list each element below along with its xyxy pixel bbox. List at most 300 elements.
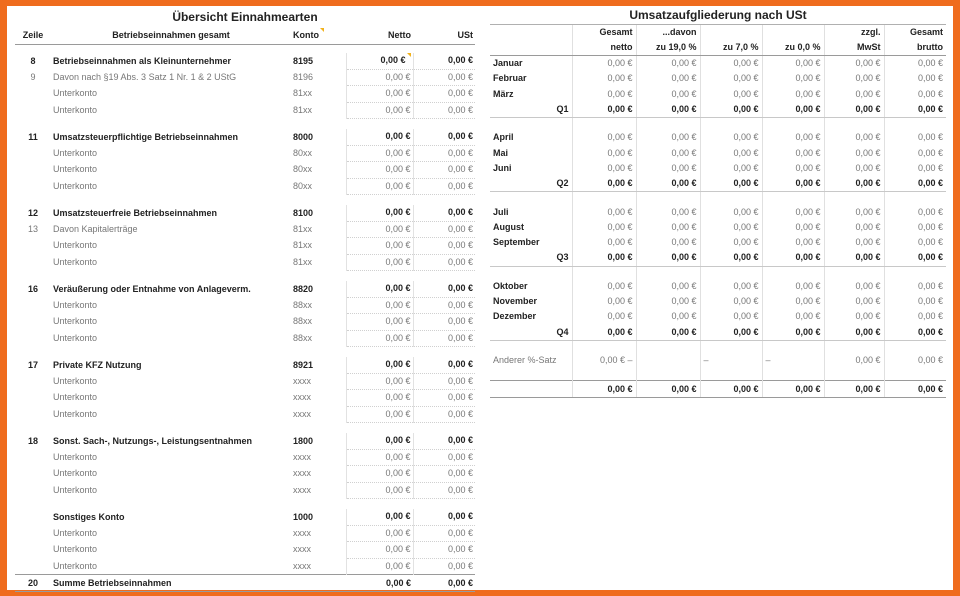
amount-cell[interactable]: 0,00 € <box>700 176 762 192</box>
row-konto[interactable]: 88xx <box>293 299 313 310</box>
month-row <box>490 235 946 250</box>
row-konto[interactable]: 8195 <box>293 55 314 66</box>
amount-cell[interactable]: 0,00 € <box>572 220 636 235</box>
dash-cell[interactable]: – <box>700 353 762 368</box>
row-label[interactable]: Unterkonto <box>53 299 98 310</box>
row-zeile[interactable] <box>15 145 51 162</box>
amount-cell[interactable]: 0,00 € <box>636 250 700 266</box>
row-label[interactable]: Davon nach §19 Abs. 3 Satz 1 Nr. 1 & 2 UStG <box>53 71 237 82</box>
row-label[interactable]: Unterkonto <box>53 256 98 267</box>
amount-cell[interactable]: 0,00 € <box>762 71 824 86</box>
row-konto[interactable]: 80xx <box>293 147 313 158</box>
amount-cell[interactable]: 0,00 € <box>700 145 762 160</box>
row-ust[interactable]: 0,00 € <box>413 542 475 559</box>
row-zeile[interactable] <box>15 525 51 542</box>
row-netto[interactable]: 0,00 € <box>346 509 413 525</box>
row-zeile[interactable] <box>15 449 51 466</box>
row-ust[interactable]: 0,00 € <box>413 314 475 331</box>
row-label[interactable]: Unterkonto <box>53 180 98 191</box>
row-zeile[interactable] <box>15 558 51 575</box>
amount-cell[interactable]: 0,00 € <box>700 56 762 72</box>
dash-cell[interactable]: – <box>762 353 824 368</box>
total-amount-cell[interactable]: 0,00 € <box>636 381 700 398</box>
row-zeile[interactable]: 16 <box>27 283 38 294</box>
row-konto[interactable]: 80xx <box>293 180 313 191</box>
row-netto[interactable]: 0,00 € <box>346 433 413 449</box>
row-ust[interactable]: 0,00 € <box>413 205 475 221</box>
row-netto[interactable]: 0,00 € <box>346 406 413 423</box>
amount-cell[interactable]: 0,00 € – <box>572 353 636 368</box>
amount-cell[interactable]: 0,00 € <box>824 250 884 266</box>
row-netto[interactable]: 0,00 € <box>346 102 413 119</box>
row-konto[interactable]: 8921 <box>293 359 314 370</box>
row-konto[interactable]: xxxx <box>293 544 311 555</box>
vat-header-cell: zu 0,0 % <box>762 40 824 56</box>
row-konto[interactable]: xxxx <box>293 484 311 495</box>
row-konto[interactable]: 8196 <box>293 71 314 82</box>
row-ust[interactable]: 0,00 € <box>413 373 475 390</box>
row-zeile[interactable] <box>15 254 51 271</box>
amount-cell[interactable]: 0,00 € <box>636 145 700 160</box>
row-konto[interactable]: 88xx <box>293 332 313 343</box>
amount-cell[interactable]: 0,00 € <box>572 235 636 250</box>
amount-cell[interactable]: 0,00 € <box>700 309 762 324</box>
amount-cell[interactable]: 0,00 € <box>884 294 946 309</box>
row-konto[interactable]: 88xx <box>293 316 313 327</box>
account-row <box>15 281 475 297</box>
month-label[interactable]: Juni <box>493 162 512 173</box>
amount-cell[interactable]: 0,00 € <box>762 235 824 250</box>
row-netto[interactable]: 0,00 € <box>346 525 413 542</box>
row-ust[interactable]: 0,00 € <box>413 433 475 449</box>
row-netto[interactable]: 0,00 € <box>346 330 413 347</box>
amount-cell[interactable]: 0,00 € <box>700 204 762 219</box>
row-ust[interactable]: 0,00 € <box>413 178 475 195</box>
month-label[interactable]: März <box>493 88 514 99</box>
amount-cell[interactable]: 0,00 € <box>762 130 824 145</box>
month-label[interactable]: November <box>493 296 538 306</box>
row-konto[interactable]: xxxx <box>293 408 311 419</box>
amount-cell[interactable]: 0,00 € <box>572 176 636 192</box>
row-netto[interactable]: 0,00 € <box>346 53 413 69</box>
amount-cell[interactable]: 0,00 € <box>824 235 884 250</box>
row-label[interactable]: Unterkonto <box>53 332 98 343</box>
row-zeile[interactable] <box>15 542 51 559</box>
row-zeile[interactable] <box>15 314 51 331</box>
row-netto[interactable]: 0,00 € <box>346 466 413 483</box>
amount-cell[interactable]: 0,00 € <box>636 87 700 102</box>
amount-cell[interactable]: 0,00 € <box>762 56 824 72</box>
row-netto[interactable]: 0,00 € <box>346 449 413 466</box>
row-label[interactable]: Sonst. Sach-, Nutzungs-, Leistungsentnahmen <box>53 435 253 446</box>
subaccount-row <box>15 221 475 238</box>
row-zeile[interactable] <box>15 238 51 255</box>
row-netto[interactable]: 0,00 € <box>346 297 413 314</box>
amount-cell[interactable]: 0,00 € <box>572 145 636 160</box>
month-row <box>490 279 946 294</box>
amount-cell[interactable]: 0,00 € <box>824 279 884 294</box>
row-ust[interactable]: 0,00 € <box>413 145 475 162</box>
amount-cell[interactable]: 0,00 € <box>884 309 946 324</box>
row-netto[interactable]: 0,00 € <box>346 162 413 179</box>
row-zeile[interactable]: 11 <box>28 131 38 142</box>
amount-cell[interactable]: 0,00 € <box>884 235 946 250</box>
row-ust[interactable]: 0,00 € <box>413 466 475 483</box>
row-netto[interactable]: 0,00 € <box>346 482 413 499</box>
amount-cell[interactable]: 0,00 € <box>824 71 884 86</box>
row-zeile[interactable] <box>15 178 51 195</box>
row-label[interactable]: Unterkonto <box>53 392 98 403</box>
row-zeile[interactable]: 18 <box>27 435 38 446</box>
amount-cell[interactable]: 0,00 € <box>636 56 700 72</box>
amount-cell[interactable]: 0,00 € <box>636 309 700 324</box>
row-konto[interactable]: 81xx <box>293 104 313 115</box>
row-konto[interactable]: xxxx <box>293 392 311 403</box>
amount-cell[interactable]: 0,00 € <box>700 279 762 294</box>
row-konto[interactable]: 81xx <box>293 240 313 251</box>
row-ust[interactable]: 0,00 € <box>413 69 475 86</box>
amount-cell[interactable]: 0,00 € <box>824 294 884 309</box>
amount-cell[interactable]: 0,00 € <box>572 309 636 324</box>
amount-cell[interactable]: 0,00 € <box>762 220 824 235</box>
amount-cell[interactable]: 0,00 € <box>824 130 884 145</box>
amount-cell[interactable]: 0,00 € <box>824 87 884 102</box>
amount-cell[interactable]: 0,00 € <box>636 71 700 86</box>
row-ust[interactable]: 0,00 € <box>413 558 475 575</box>
amount-cell[interactable]: 0,00 € <box>762 309 824 324</box>
amount-cell[interactable]: 0,00 € <box>572 56 636 72</box>
amount-cell[interactable]: 0,00 € <box>636 176 700 192</box>
row-konto[interactable]: xxxx <box>293 375 311 386</box>
row-konto[interactable]: 1000 <box>293 511 314 522</box>
row-zeile[interactable]: 17 <box>27 359 38 370</box>
amount-cell[interactable]: 0,00 € <box>884 324 946 340</box>
comment-marker-icon[interactable] <box>320 28 324 32</box>
row-konto[interactable]: 8000 <box>293 131 314 142</box>
month-label[interactable]: Dezember <box>493 311 537 322</box>
amount-cell[interactable]: 0,00 € <box>700 220 762 235</box>
row-netto[interactable]: 0,00 € <box>346 558 413 575</box>
row-netto[interactable]: 0,00 € <box>346 145 413 162</box>
amount-cell[interactable]: 0,00 € <box>700 130 762 145</box>
amount-cell[interactable]: 0,00 € <box>762 87 824 102</box>
row-konto[interactable]: 81xx <box>293 88 313 99</box>
row-label[interactable]: Unterkonto <box>53 164 98 175</box>
vat-breakdown-table <box>490 24 946 398</box>
month-label[interactable]: September <box>493 237 540 248</box>
row-zeile[interactable] <box>15 162 51 179</box>
row-label[interactable]: Unterkonto <box>53 375 98 386</box>
amount-cell[interactable]: 0,00 € <box>884 250 946 266</box>
vat-breakdown <box>490 6 946 398</box>
amount-cell[interactable]: 0,00 € <box>572 250 636 266</box>
total-amount-cell[interactable]: 0,00 € <box>700 381 762 398</box>
month-row <box>490 309 946 324</box>
row-konto[interactable]: xxxx <box>293 527 311 538</box>
row-label[interactable]: Betriebseinnahmen als Kleinunternehmer <box>53 55 232 66</box>
total-amount-cell[interactable]: 0,00 € <box>762 381 824 398</box>
amount-cell[interactable]: 0,00 € <box>572 294 636 309</box>
row-zeile[interactable] <box>15 330 51 347</box>
row-label[interactable]: Unterkonto <box>53 408 98 419</box>
amount-cell[interactable]: 0,00 € <box>572 279 636 294</box>
month-label[interactable]: Februar <box>493 73 527 84</box>
amount-cell[interactable]: 0,00 € <box>762 294 824 309</box>
row-ust[interactable]: 0,00 € <box>413 330 475 347</box>
amount-cell[interactable]: 0,00 € <box>636 294 700 309</box>
empty-cell[interactable] <box>636 353 700 368</box>
header-bezeichnung: Betriebseinnahmen gesamt <box>51 26 291 45</box>
row-netto[interactable]: 0,00 € <box>346 238 413 255</box>
row-zeile[interactable] <box>15 466 51 483</box>
amount-cell[interactable]: 0,00 € <box>884 56 946 72</box>
row-konto[interactable]: 81xx <box>293 256 313 267</box>
quarter-label[interactable]: Q4 <box>490 324 572 340</box>
row-zeile[interactable] <box>15 373 51 390</box>
row-zeile[interactable] <box>15 102 51 119</box>
row-label[interactable]: Unterkonto <box>53 147 98 158</box>
row-label[interactable]: Unterkonto <box>53 560 98 571</box>
row-zeile[interactable]: 9 <box>30 71 36 82</box>
month-label[interactable]: Januar <box>493 58 523 69</box>
row-ust[interactable]: 0,00 € <box>413 281 475 297</box>
amount-cell[interactable]: 0,00 € <box>700 250 762 266</box>
vat-header-row <box>490 40 946 56</box>
amount-cell[interactable]: 0,00 € <box>636 235 700 250</box>
row-ust[interactable]: 0,00 € <box>413 221 475 238</box>
row-ust[interactable]: 0,00 € <box>413 406 475 423</box>
row-ust[interactable]: 0,00 € <box>413 102 475 119</box>
amount-cell[interactable]: 0,00 € <box>572 71 636 86</box>
amount-cell[interactable]: 0,00 € <box>824 145 884 160</box>
row-label[interactable]: Private KFZ Nutzung <box>53 359 142 370</box>
amount-cell[interactable]: 0,00 € <box>572 204 636 219</box>
amount-cell[interactable]: 0,00 € <box>636 130 700 145</box>
header-ust: USt <box>413 26 475 45</box>
amount-cell[interactable]: 0,00 € <box>884 145 946 160</box>
amount-cell[interactable]: 0,00 € <box>884 71 946 86</box>
amount-cell[interactable]: 0,00 € <box>700 87 762 102</box>
row-netto[interactable]: 0,00 € <box>346 390 413 407</box>
row-zeile[interactable]: 8 <box>30 55 36 66</box>
subaccount-row <box>15 390 475 407</box>
month-row <box>490 87 946 102</box>
row-label[interactable]: Unterkonto <box>53 240 98 251</box>
row-label[interactable]: Unterkonto <box>53 527 98 538</box>
row-label[interactable]: Umsatzsteuerpflichtige Betriebseinnahmen <box>53 131 239 142</box>
row-konto[interactable]: 80xx <box>293 164 313 175</box>
amount-cell[interactable]: 0,00 € <box>824 56 884 72</box>
amount-cell[interactable]: 0,00 € <box>884 279 946 294</box>
total-zeile[interactable]: 20 <box>15 575 51 592</box>
vat-header-cell: Gesamt <box>884 25 946 41</box>
row-konto[interactable]: 1800 <box>293 435 314 446</box>
account-row <box>15 433 475 449</box>
amount-cell[interactable]: 0,00 € <box>762 279 824 294</box>
row-label[interactable]: Unterkonto <box>53 88 98 99</box>
month-row <box>490 161 946 176</box>
row-ust[interactable]: 0,00 € <box>413 254 475 271</box>
amount-cell[interactable]: 0,00 € <box>700 294 762 309</box>
row-ust[interactable]: 0,00 € <box>413 357 475 373</box>
month-label[interactable]: April <box>493 132 514 143</box>
subaccount-row <box>15 330 475 347</box>
row-ust[interactable]: 0,00 € <box>413 86 475 103</box>
amount-cell[interactable]: 0,00 € <box>824 353 884 368</box>
row-ust[interactable]: 0,00 € <box>413 129 475 145</box>
row-label[interactable]: Unterkonto <box>53 484 98 495</box>
amount-cell[interactable]: 0,00 € <box>824 309 884 324</box>
row-konto[interactable]: 8820 <box>293 283 314 294</box>
other-rate-label[interactable]: Anderer %-Satz <box>493 354 557 365</box>
row-label[interactable]: Unterkonto <box>53 104 98 115</box>
amount-cell[interactable]: 0,00 € <box>762 204 824 219</box>
amount-cell[interactable]: 0,00 € <box>636 102 700 118</box>
row-zeile[interactable] <box>15 482 51 499</box>
amount-cell[interactable]: 0,00 € <box>884 176 946 192</box>
row-ust[interactable]: 0,00 € <box>413 53 475 69</box>
row-zeile[interactable] <box>15 390 51 407</box>
amount-cell[interactable]: 0,00 € <box>762 250 824 266</box>
amount-cell[interactable]: 0,00 € <box>572 87 636 102</box>
total-amount-cell[interactable]: 0,00 € <box>572 381 636 398</box>
row-zeile[interactable]: 13 <box>27 223 38 234</box>
row-ust[interactable]: 0,00 € <box>413 238 475 255</box>
subaccount-row <box>15 69 475 86</box>
amount-cell[interactable]: 0,00 € <box>884 130 946 145</box>
amount-cell[interactable]: 0,00 € <box>824 204 884 219</box>
amount-cell[interactable]: 0,00 € <box>762 324 824 340</box>
amount-cell[interactable]: 0,00 € <box>824 161 884 176</box>
amount-cell[interactable]: 0,00 € <box>572 130 636 145</box>
amount-cell[interactable]: 0,00 € <box>884 204 946 219</box>
amount-cell[interactable]: 0,00 € <box>700 161 762 176</box>
amount-cell[interactable]: 0,00 € <box>636 279 700 294</box>
row-label[interactable]: Sonstiges Konto <box>53 511 125 522</box>
month-label[interactable]: Mai <box>493 147 509 158</box>
row-netto[interactable]: 0,00 € <box>346 178 413 195</box>
quarter-row <box>490 176 946 192</box>
row-netto[interactable]: 0,00 € <box>346 281 413 297</box>
row-label[interactable]: Unterkonto <box>53 451 98 462</box>
spreadsheet-page <box>7 6 953 590</box>
row-konto[interactable]: 8100 <box>293 207 314 218</box>
amount-cell[interactable]: 0,00 € <box>700 71 762 86</box>
row-ust[interactable]: 0,00 € <box>413 525 475 542</box>
amount-cell[interactable]: 0,00 € <box>884 161 946 176</box>
row-label[interactable]: Unterkonto <box>53 468 98 479</box>
amount-cell[interactable]: 0,00 € <box>884 353 946 368</box>
subaccount-row <box>15 238 475 255</box>
comment-marker-icon[interactable] <box>407 53 411 57</box>
row-ust[interactable]: 0,00 € <box>413 162 475 179</box>
row-zeile[interactable] <box>15 86 51 103</box>
income-types-overview <box>15 8 475 592</box>
total-label[interactable]: Summe Betriebseinnahmen <box>51 575 291 592</box>
amount-cell[interactable]: 0,00 € <box>762 161 824 176</box>
month-label[interactable]: August <box>493 221 524 232</box>
row-konto[interactable]: xxxx <box>293 451 311 462</box>
total-netto[interactable]: 0,00 € <box>346 575 413 592</box>
total-amount-cell[interactable]: 0,00 € <box>884 381 946 398</box>
subaccount-row <box>15 525 475 542</box>
amount-cell[interactable]: 0,00 € <box>824 176 884 192</box>
amount-cell[interactable]: 0,00 € <box>636 324 700 340</box>
row-zeile[interactable]: 12 <box>27 207 38 218</box>
row-label[interactable]: Veräußerung oder Entnahme von Anlageverm. <box>53 283 251 294</box>
row-label[interactable]: Unterkonto <box>53 316 98 327</box>
quarter-row <box>490 102 946 118</box>
amount-cell[interactable]: 0,00 € <box>636 161 700 176</box>
amount-cell[interactable]: 0,00 € <box>762 102 824 118</box>
row-zeile[interactable] <box>15 406 51 423</box>
row-ust[interactable]: 0,00 € <box>413 509 475 525</box>
amount-cell[interactable]: 0,00 € <box>824 324 884 340</box>
quarter-label[interactable]: Q1 <box>490 102 572 118</box>
row-konto[interactable]: xxxx <box>293 560 311 571</box>
row-ust[interactable]: 0,00 € <box>413 482 475 499</box>
amount-cell[interactable]: 0,00 € <box>700 235 762 250</box>
row-ust[interactable]: 0,00 € <box>413 390 475 407</box>
amount-cell[interactable]: 0,00 € <box>824 220 884 235</box>
row-ust[interactable]: 0,00 € <box>413 449 475 466</box>
amount-cell[interactable]: 0,00 € <box>572 161 636 176</box>
quarter-label[interactable]: Q3 <box>490 250 572 266</box>
amount-cell[interactable]: 0,00 € <box>884 102 946 118</box>
row-konto[interactable]: 81xx <box>293 223 313 234</box>
row-zeile[interactable] <box>15 297 51 314</box>
total-amount-cell[interactable]: 0,00 € <box>824 381 884 398</box>
row-label[interactable]: Umsatzsteuerfreie Betriebseinnahmen <box>53 207 218 218</box>
row-ust[interactable]: 0,00 € <box>413 297 475 314</box>
amount-cell[interactable]: 0,00 € <box>572 102 636 118</box>
amount-cell[interactable]: 0,00 € <box>762 145 824 160</box>
row-netto[interactable]: 0,00 € <box>346 69 413 86</box>
month-row <box>490 220 946 235</box>
total-ust[interactable]: 0,00 € <box>413 575 475 592</box>
month-row <box>490 204 946 219</box>
header-konto: Konto <box>291 26 346 45</box>
row-netto[interactable]: 0,00 € <box>346 129 413 145</box>
amount-cell[interactable]: 0,00 € <box>824 102 884 118</box>
amount-cell[interactable]: 0,00 € <box>884 87 946 102</box>
amount-cell[interactable]: 0,00 € <box>762 176 824 192</box>
vat-header-cell: Gesamt <box>572 25 636 41</box>
row-netto[interactable]: 0,00 € <box>346 357 413 373</box>
row-label[interactable]: Davon Kapitalerträge <box>53 223 138 234</box>
row-zeile[interactable] <box>15 509 51 525</box>
month-label[interactable]: Juli <box>493 206 509 217</box>
row-netto[interactable]: 0,00 € <box>346 542 413 559</box>
amount-cell[interactable]: 0,00 € <box>884 220 946 235</box>
amount-cell[interactable]: 0,00 € <box>700 324 762 340</box>
row-netto[interactable]: 0,00 € <box>346 314 413 331</box>
row-netto[interactable]: 0,00 € <box>346 254 413 271</box>
month-label[interactable]: Oktober <box>493 280 528 291</box>
amount-cell[interactable]: 0,00 € <box>636 220 700 235</box>
amount-cell[interactable]: 0,00 € <box>700 102 762 118</box>
row-netto[interactable]: 0,00 € <box>346 373 413 390</box>
amount-cell[interactable]: 0,00 € <box>572 324 636 340</box>
row-netto[interactable]: 0,00 € <box>346 221 413 238</box>
amount-cell[interactable]: 0,00 € <box>636 204 700 219</box>
row-netto[interactable]: 0,00 € <box>346 205 413 221</box>
quarter-label[interactable]: Q2 <box>490 176 572 192</box>
subaccount-row <box>15 482 475 499</box>
row-konto[interactable]: xxxx <box>293 468 311 479</box>
row-netto[interactable]: 0,00 € <box>346 86 413 103</box>
row-label[interactable]: Unterkonto <box>53 544 98 555</box>
